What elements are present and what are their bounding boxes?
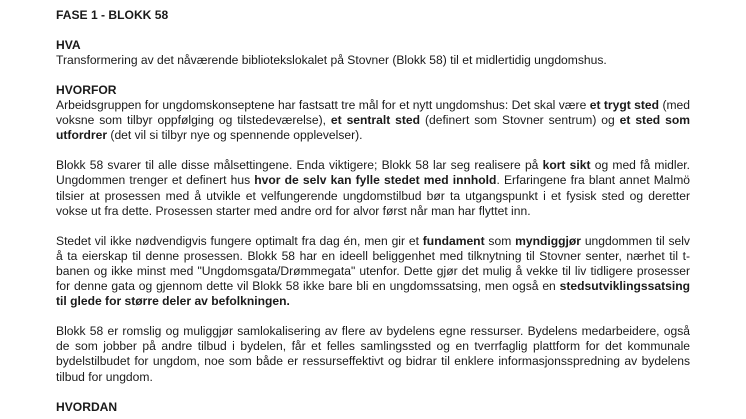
text-run: ungdommen til selv å ta eierskap til denne prosessen. Blokk 58 har en ideell beliggenhet med tilknytning til Stovner senter, nærhet til t-banen og ikke minst med "Ungdomsgata/Drømmegata" utenfor. Dette gjør det mulig å vekke til liv tidligere prosesser for denne gata og gjennom dette vil Blokk 58 ikke bare bli en ungdomssatsing, men også en — [56, 233, 690, 294]
hvorfor-paragraph-3 — [56, 234, 690, 309]
bold-text-run: hvor de selv kan fylle stedet med innhold — [254, 173, 497, 188]
text-run: som — [484, 233, 516, 248]
document-title: FASE 1 - BLOKK 58 — [56, 8, 169, 22]
section-hva — [56, 38, 690, 68]
hva-text: Transformering av det nåværende bibliotekslokalet på Stovner (Blokk 58) til et midlertidig ungdomshus. — [56, 53, 607, 67]
section-heading-hvordan: HVORDAN — [56, 399, 118, 414]
bold-text-run: et sted som utfordrer — [56, 113, 690, 143]
bold-text-run: kort sikt — [542, 158, 591, 173]
bold-text-run: et trygt sted — [589, 98, 660, 113]
text-run: (definert som Stovner sentrum) og — [420, 113, 620, 128]
text-run: . Erfaringene fra blant annet Malmö tilsier at prosessen med å utvikle et velfungerende ungdomstilbud bør ta utgangspunkt i et fysisk sted og deretter vokse ut fra dette. Prosessen starter med andre ord for alvor først når man har flyttet inn. — [56, 173, 691, 218]
section-hvordan — [56, 400, 690, 415]
section-hvorfor — [56, 83, 690, 385]
bold-text-run: fundament — [422, 233, 485, 248]
section-heading-hvorfor: HVORFOR — [56, 83, 117, 98]
hvorfor-paragraph-4 — [56, 324, 690, 384]
bold-text-run: stedsutviklingssatsing til glede for større deler av befolkningen. — [56, 279, 690, 309]
text-run: (det vil si tilbyr nye og spennende opplevelser). — [107, 128, 363, 143]
hvorfor-paragraph-2 — [56, 158, 690, 218]
text-run: Blokk 58 svarer til alle disse målsettingene. Enda viktigere; Blokk 58 lar seg realisere på — [56, 158, 543, 173]
hvorfor-paragraph-1 — [56, 98, 690, 143]
text-run: Stedet vil ikke nødvendigvis fungere optimalt fra dag én, men gir et — [56, 233, 423, 248]
text-run: (med voksne som tilbyr oppfølging og tilstedeværelse), — [56, 98, 691, 128]
text-run: Arbeidsgruppen for ungdomskonseptene har fastsatt tre mål for et nytt ungdomshus: Det skal være — [56, 98, 590, 113]
section-heading-hva: HVA — [56, 38, 81, 52]
bold-text-run: et sentralt sted — [330, 113, 421, 128]
text-run: Blokk 58 er romslig og muliggjør samlokalisering av flere av bydelens egne ressurser. Bydelens medarbeidere, også de som jobber på andre tilbud i bydelen, får et felles samlingssted og en tverrfaglig plattform for det kommunale bydelstilbudet for ungdom, noe som både er ressurseffektivt og bidrar til enklere informasjonsspredning av bydelens tilbud for ungdom. — [56, 324, 690, 384]
bold-text-run: myndiggjør — [515, 233, 581, 248]
text-run: og med få midler. Ungdommen trenger et definert hus — [56, 158, 691, 188]
